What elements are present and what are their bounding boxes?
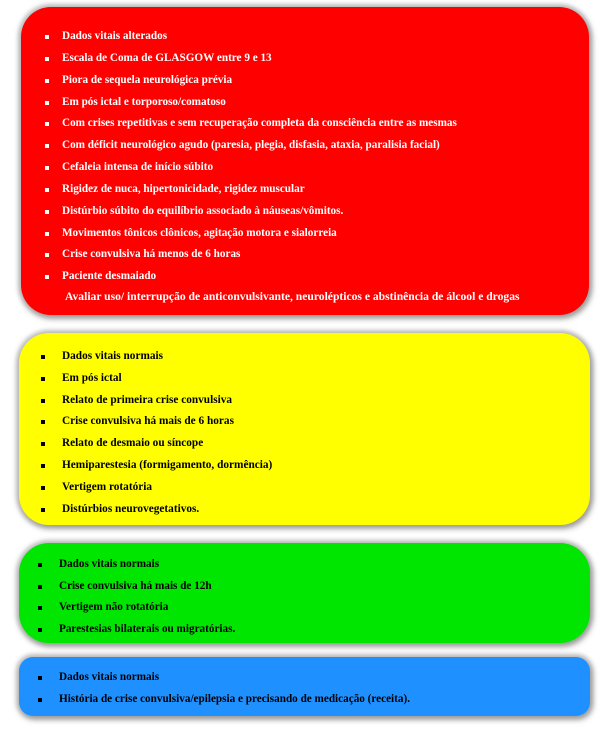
list-item: Em pós ictal e torporoso/comatoso [45, 92, 589, 114]
square-bullet-icon [45, 57, 49, 61]
list-item: Distúrbio súbito do equilíbrio associado à náuseas/vômitos. [45, 201, 589, 223]
square-bullet-icon [41, 377, 45, 381]
list-item: Parestesias bilaterais ou migratórias. [38, 619, 590, 641]
square-bullet-icon [45, 232, 49, 236]
square-bullet-icon [38, 563, 42, 567]
list-item: Movimentos tônicos clônicos, agitação motora e sialorreia [45, 223, 589, 245]
square-bullet-icon [38, 628, 42, 632]
square-bullet-icon [41, 420, 45, 424]
square-bullet-icon [45, 35, 49, 39]
list-item: Distúrbios neurovegetativos. [41, 499, 590, 521]
list-item: Vertigem não rotatória [38, 597, 590, 619]
square-bullet-icon [45, 275, 49, 279]
square-bullet-icon [38, 676, 42, 680]
green-criteria-list [38, 554, 590, 641]
list-item: Dados vitais normais [38, 667, 590, 689]
list-item: Em pós ictal [41, 368, 590, 390]
list-item: Rigidez de nuca, hipertonicidade, rigidez muscular [45, 179, 589, 201]
list-item: Com déficit neurológico agudo (paresia, plegia, disfasia, ataxia, paralisia facial) [45, 135, 589, 157]
list-item: Hemiparestesia (formigamento, dormência) [41, 455, 590, 477]
square-bullet-icon [45, 79, 49, 83]
red-criteria-list [45, 26, 589, 288]
list-item: Dados vitais normais [41, 346, 590, 368]
square-bullet-icon [45, 144, 49, 148]
red-box-note: Avaliar uso/ interrupção de anticonvulsivante, neurolépticos e abstinência de álcool e drogas [65, 290, 520, 303]
square-bullet-icon [45, 210, 49, 214]
list-item: Crise convulsiva há mais de 12h [38, 576, 590, 598]
square-bullet-icon [38, 606, 42, 610]
square-bullet-icon [38, 698, 42, 702]
list-item: Vertigem rotatória [41, 477, 590, 499]
list-item: Cefaleia intensa de início súbito [45, 157, 589, 179]
square-bullet-icon [45, 166, 49, 170]
square-bullet-icon [41, 486, 45, 490]
square-bullet-icon [45, 253, 49, 257]
list-item: Com crises repetitivas e sem recuperação completa da consciência entre as mesmas [45, 113, 589, 135]
list-item: Relato de desmaio ou síncope [41, 433, 590, 455]
square-bullet-icon [41, 399, 45, 403]
square-bullet-icon [41, 355, 45, 359]
list-item: Relato de primeira crise convulsiva [41, 390, 590, 412]
green-priority-box [19, 543, 590, 643]
square-bullet-icon [41, 442, 45, 446]
list-item: Paciente desmaiado [45, 266, 589, 288]
blue-criteria-list [38, 667, 590, 710]
yellow-priority-box [19, 333, 590, 525]
list-item: Crise convulsiva há menos de 6 horas [45, 244, 589, 266]
square-bullet-icon [41, 464, 45, 468]
list-item: Dados vitais normais [38, 554, 590, 576]
list-item: Dados vitais alterados [45, 26, 589, 48]
yellow-criteria-list [41, 346, 590, 520]
square-bullet-icon [38, 585, 42, 589]
list-item: História de crise convulsiva/epilepsia e precisando de medicação (receita). [38, 689, 590, 711]
red-priority-box [21, 7, 589, 315]
blue-priority-box [19, 657, 590, 716]
square-bullet-icon [45, 188, 49, 192]
square-bullet-icon [45, 101, 49, 105]
list-item: Piora de sequela neurológica prévia [45, 70, 589, 92]
list-item: Crise convulsiva há mais de 6 horas [41, 411, 590, 433]
square-bullet-icon [45, 122, 49, 126]
square-bullet-icon [41, 508, 45, 512]
list-item: Escala de Coma de GLASGOW entre 9 e 13 [45, 48, 589, 70]
